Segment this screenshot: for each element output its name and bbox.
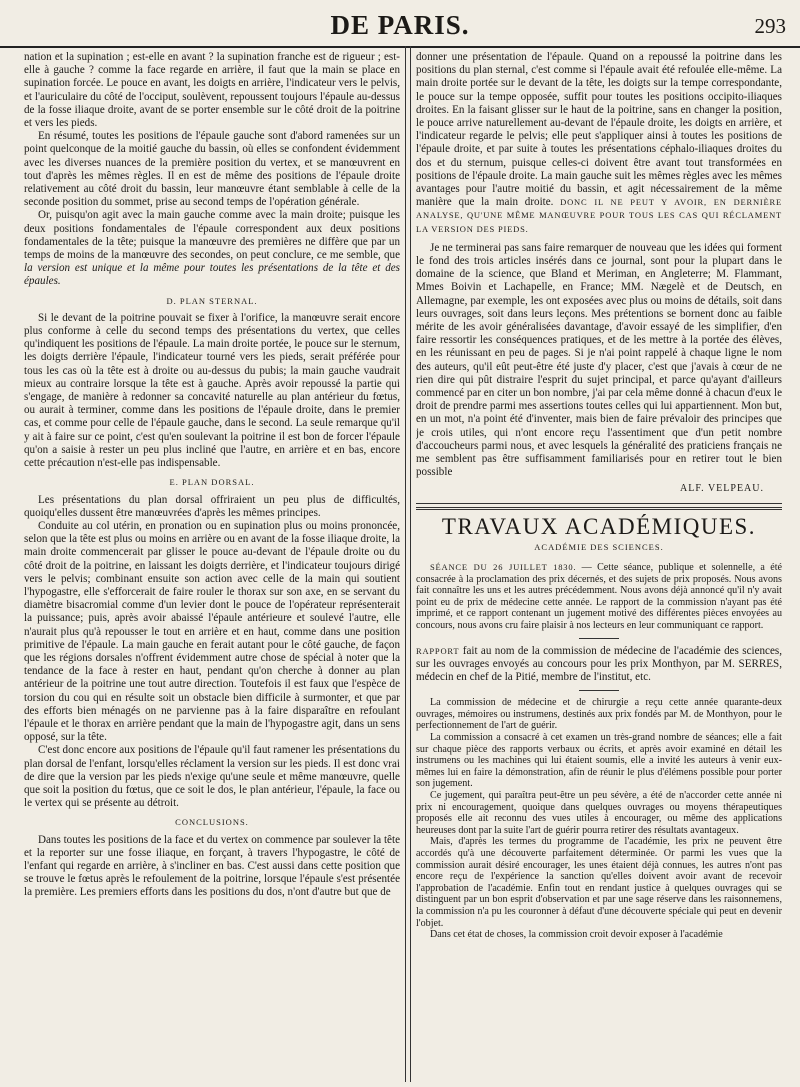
paragraph: Dans toutes les positions de la face et du vertex on commence par soulever la tête et la reporter sur une fosse iliaque, en forçant, à travers l'hypogastre, le côté de l'enfant qui regarde en arrière, à s'incliner en bas. C'est aussi dans cette position que se trouve le fœtus après le refoulement de la poitrine, lorsque l'épaule s'est présentée la première. Les premiers efforts dans les positions du dos, n'ont d'autre but que de [24,833,400,899]
paragraph: Les présentations du plan dorsal offriraient un peu plus de difficultés, quoiqu'elles dussent être manœuvrées d'après les mêmes principes. [24,493,400,519]
page-title: DE PARIS. [330,10,470,40]
paragraph: En résumé, toutes les positions de l'épaule gauche sont d'abord ramenées sur un point quelconque de la moitié gauche du bassin, où elles se confondent évidemment avec les diverses nuances de la première position du vertex, et se manœuvrent en tout d'après les mêmes règles. Il en est de même des positions de l'épaule droite relativement au côté droit du bassin, leur manœuvre étant semblable à celle de la seconde position du sommet, prise au second temps de l'opération générale. [24,130,400,209]
seance-date: SÉANCE DU 26 JUILLET 1830. [430,562,577,573]
paragraph: Mais, d'après les termes du programme de l'académie, les prix ne peuvent être accordés qu'à une découverte parfaitement déterminée. Or parmi les vues que la commission aurait désiré encourager, les unes étaient déjà connues, les autres n'ont pas encore reçu de l'expérience la sanction qu'elles doivent avoir avant de recevoir l'approbation de l'académie. Enfin tout en rendant justice à quelques ouvrages qui se distinguent par un bon esprit d'observation et par une sage réserve dans les raisonnemens, la commission n'a pu les couronner à défaut d'une découverte spéciale qui peut en devenir l'objet. [416,836,782,929]
paragraph [416,51,782,236]
right-column [416,51,782,1081]
paragraph: C'est donc encore aux positions de l'épaule qu'il faut ramener les présentations du plan dorsal de l'enfant, lorsqu'elles réclament la version sur les pieds. Il est donc vrai de dire que la version par les pieds n'exige qu'une seule et même manœuvre, quelle que soit la position du fœtus, que ce soit le dos, le plan antérieur, l'épaule, la face ou le vertex qui se présente au détroit. [24,744,400,810]
academy-heading: ACADÉMIE DES SCIENCES. [534,541,664,552]
rapport-label: RAPPORT [416,645,460,656]
separator [416,503,782,504]
seance-paragraph [416,562,782,632]
paragraph: Conduite au col utérin, en pronation ou en supination plus ou moins prononcée, selon que la tête est plus ou moins en arrière ou en avant de la fosse iliaque droite, la main droite commencerait par glisser le pouce au-devant de l'épaule droite ou du côté droit de la poitrine, en laissant les doigts derrière, et l'indicateur toujours dirigé vers le pelvis; combinant ensuite son action avec celle de la main qui soutient l'hypogastre, elle s'efforcerait de faire rouler le thorax sur son axe, en se servant du diamètre bisacromial comme d'un levier dont le pouce de l'opérateur représenterait la puissance; puis, après avoir abaissé l'épaule antérieure et soulevé l'autre, elle n'aurait plus qu'à repousser le tout en arrière et en haut, comme dans une position primitive de l'épaule. La main gauche en ferait autant pour le côté gauche, de façon que les régions dorsales n'offrent évidemment autre chose de spécial à noter que la tendance de la face à rester en haut, pendant qu'on cherche à donner au plan antérieur de la poitrine une tout autre direction. Toutefois il est faux que l'espèce de torsion du cou qui en résulte soit un obstacle bien difficile à surmonter, et que par des efforts bien ménagés on ne parvienne pas à la faire disparaître en refoulant l'épaule et le thorax en arrière pendant que la main de l'hypogastre agit, dans un sens opposé, sur la tête. [24,519,400,744]
paragraph: nation et la supination ; est-elle en avant ? la supination franche est de rigueur ; est-elle à gauche ? comme la face regarde en arrière, il faut que la main se place en supination forcée. Le pouce en avant, les doigts en arrière, l'indicateur vers le pelvis, et l'auriculaire du côté de l'occiput, soulèvent, repoussent toujours l'épaule au-dessus de la fosse iliaque droite, avant de se porter ensemble sur le côté droit de la poitrine et vers les pieds. [24,51,400,130]
paragraph: Je ne terminerai pas sans faire remarquer de nouveau que les idées qui forment le fond des trois articles insérés dans ce journal, sont pour la plupart dans le domaine de la science, que Bland et Meriman, en Angleterre; M. Flammant, Mmes Boivin et Lachapelle, en France; MM. Nægelè et de Deutsch, en Allemagne, par exemple, les ont exposées avec plus ou moins de détails, soit dans leurs ouvrages, soit dans leurs leçons. Mes prétentions se bornent donc au faible mérite de les avoir généralisées davantage, d'avoir essayé de les simplifier, d'en faire ressortir les conséquences pratiques, et de les mettre à la portée des élèves, en les réunissant en peu de pages. Si je n'ai point rappelé à chaque ligne le nom des auteurs, qu'il eût peut-être été juste d'y placer, c'est que j'avais à cœur de ne rien dire qui pût distraire l'esprit du sujet principal, et parce qu'ayant d'ailleurs commencé par en citer un bon nombre, j'ai par cela même donné à chacun d'eux le droit de prendre parmi mes assertions toutes celles qui lui appartiennent. Mon but, en un mot, n'a point été d'inventer, mais bien de faire prévaloir des principes que je crois utiles, qui n'ont encore reçu l'assentiment que d'un petit nombre d'accoucheurs parmi nous, et avec lesquels la généralité des praticiens français ne me semblent pas être suffisamment familiarisés pour en retirer tout le bien possible [416,241,782,479]
paragraph: La commission de médecine et de chirurgie a reçu cette année quarante-deux ouvrages, mémoires ou instrumens, destinés aux prix fondés par M. de Monthyon, pour le perfectionnement de l'art de guérir. [416,697,782,732]
page-number: 293 [754,14,786,38]
paragraph-text: donner une présentation de l'épaule. Quand on a repoussé la poitrine dans les positions du plan sternal, c'est comme si l'épaule avait été refoulée elle-même. La main droite portée sur le devant de la tête, les doigts sur la tempe correspondante, le pouce sur la tempe opposée, suffit pour toutes les positions occipito-iliaques droites. En la faisant glisser sur le haut de la poitrine, sans en changer la position, le pouce arrive naturellement au-devant de l'épaule droite, les doigts en arrière, et l'indicateur regarde le pelvis; elle peut s'appliquer ainsi à toutes les positions de l'épaule droite, et par suite à toutes les présentations céphalo-iliaques droites du dos et du sternum, puisque celles-ci doivent être avant tout transformées en positions de l'épaule droite. La main gauche suit les mêmes règles avec les mêmes avantages pour l'autre moitié du bassin, et agit nécessairement de la même manière que la main droite. [416,51,782,209]
section-heading-e: E. PLAN DORSAL. [169,477,255,488]
paragraph: Si le devant de la poitrine pouvait se fixer à l'orifice, la manœuvre serait encore plus conforme à celle du second temps des présentations du vertex, que celles qu'indiquent les positions de l'épaule. La main droite portée, le pouce sur le sternum, les doigts derrière l'épaule, l'indicateur tourné vers les pieds, serait préférée pour tous les cas où la tête est à droite ou au-dessus du pubis; la main gauche vaudrait mieux au contraire lorsque la tête est à gauche. Après avoir repoussé la partie qui s'engage, de manière à redonner sa concavité naturelle au plan antérieur du fœtus, ou aurait à terminer, comme dans les positions de l'épaule droite, dans le premier cas, et comme pour celle de l'épaule gauche, dans le second. La seule remarque qu'il y ait à faire sur ce point, c'est qu'en soulevant la poitrine il est bon de forcer l'épaule qu'on a saisie à rester un peu plus incliné que l'autre, en arrière et en bas, encore cette précaution n'est-elle pas indispensable. [24,311,400,470]
emphasis-text: la version est unique et la même pour toutes les présentations de la tête et des épaules. [24,262,400,288]
rapport-paragraph [416,645,782,685]
paragraph: Dans cet état de choses, la commission croit devoir exposer à l'académie [430,929,723,941]
page-header [0,6,800,48]
seance-text: — Cette séance, publique et solennelle, a été consacrée à la proclamation des prix décernés, et des sujets de prix proposés. Nous avons fait connaître les uns et les autres précédemment. Nous avons déjà annoncé qu'il n'y avait point eu de prix de médecine cette année. Le rapport de la commission n'ayant pas été imprimé, et ce rapport contenant un jugement motivé des différentes pièces envoyées au concours, nous avons cru faire plaisir à nos lecteurs en leur communiquant ce rapport. [416,562,782,632]
paragraph-text: Or, puisqu'on agit avec la main gauche comme avec la main droite; puisque les deux positions fondamentales de l'épaule correspondent aux deux positions fondamentales de la tête; puisque la manœuvre des premières ne diffère que par un temps de moins de la manœuvre des secondes, on peut conclure, ce me semble, que [24,209,400,262]
rapport-text: fait au nom de la commission de médecine de l'académie des sciences, sur les ouvrages envoyés au concours pour les prix Monthyon, par M. SERRES, médecin en chef de la Pitié, membre de l'institut, etc. [416,644,782,684]
short-rule [579,690,619,691]
author-signature: ALF. VELPEAU. [680,482,764,494]
column-divider [405,46,411,1082]
section-heading-conclusions: CONCLUSIONS. [175,817,249,828]
section-title: TRAVAUX ACADÉMIQUES. [441,513,757,539]
paragraph [24,209,400,288]
section-heading-d: D. PLAN STERNAL. [166,295,258,306]
emphasis-caps: DONC IL NE PEUT Y AVOIR, EN DERNIÈRE ANALYSE, QU'UNE MÊME MANŒUVRE POUR TOUS LES CAS QUI RÉCLAMENT LA VERSION DES PIEDS. [416,197,782,234]
left-column [24,51,400,1081]
double-separator [416,507,782,510]
paragraph: La commission a consacré à cet examen un très-grand nombre de séances; elle a fait sur chaque pièce des rapports verbaux ou écrits, et après avoir examiné en détail les instrumens ou les machines qui lui étaient soumis, elle a invité les auteurs à venir eux-mêmes lui en faire la démonstration, afin de réunir le plus d'élémens possible pour porter son jugement. [416,732,782,790]
paragraph: Ce jugement, qui paraîtra peut-être un peu sévère, a été de n'accorder cette année ni prix ni encouragement, quoique dans quelques ouvrages ou moyens thérapeutiques proposés elle ait reconnu des vues utiles à encourager, ou même des applications heureuses dont par la suite l'art de guérir pourra retirer des résultats avantageux. [416,790,782,836]
short-rule [579,638,619,639]
